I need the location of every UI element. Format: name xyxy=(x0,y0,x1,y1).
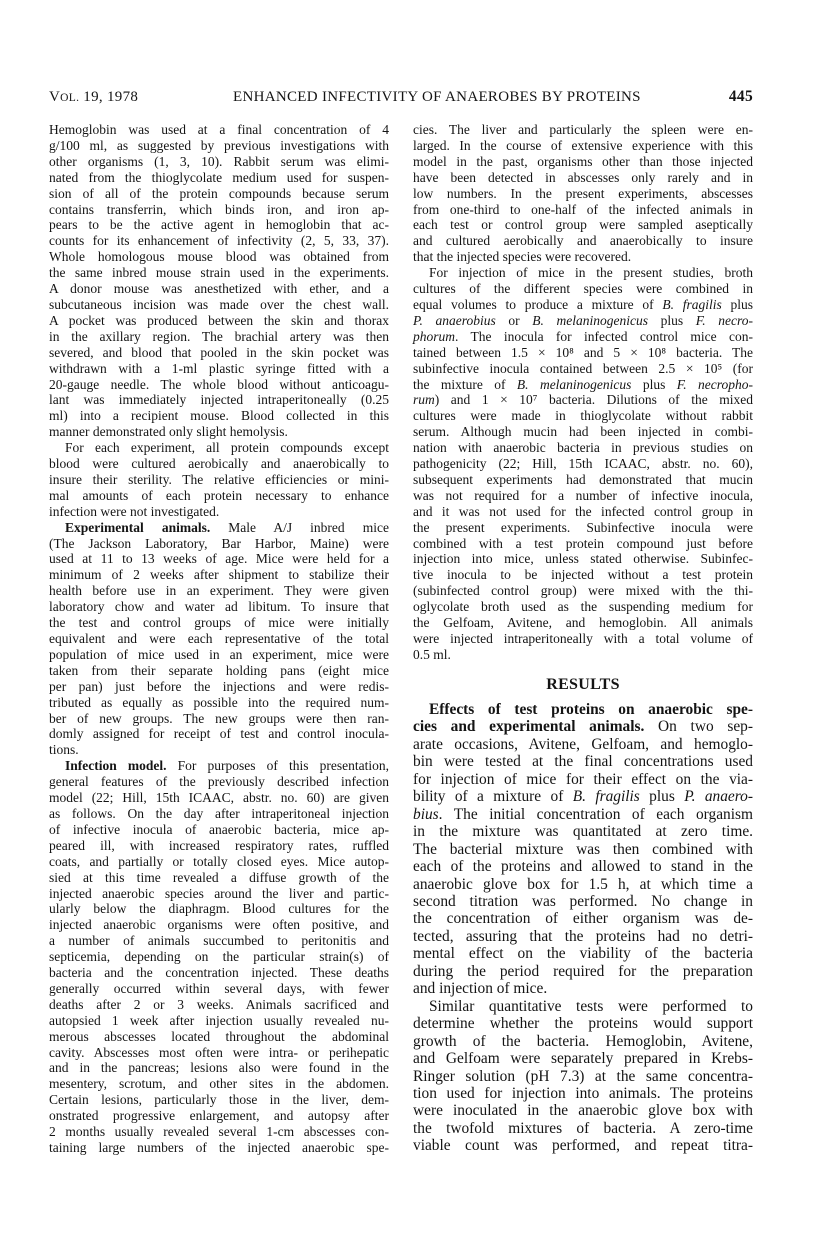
text-line: of infective inocula of anaerobic bacteria, mice ap- xyxy=(49,821,389,837)
italic-species-name: F. necro- xyxy=(695,312,753,328)
text-line: injected anaerobic species around the liver and partic- xyxy=(49,885,389,901)
text-line: The bacterial mixture was then combined with xyxy=(413,840,753,858)
text-line: the concentration of either organism was de- xyxy=(413,910,753,928)
text-line: cultures were made in thioglycolate without rabbit xyxy=(413,408,753,424)
italic-species-name: B. fragilis xyxy=(662,296,722,312)
paragraph xyxy=(413,998,753,1155)
text-line: For each experiment, all protein compounds except xyxy=(65,440,389,456)
text-line: were injected intraperitoneally with a total volume of xyxy=(413,631,753,646)
italic-species-name: bius xyxy=(413,805,439,823)
text-line: taken from their separate holding pans (eight mice xyxy=(49,662,389,678)
text-line: minimum of 2 weeks after shipment to stabilize their xyxy=(49,567,389,583)
text-run: ) and 1 × 10⁷ bacteria. Dilutions of the mixed xyxy=(434,392,753,408)
text-line: for injection of mice for their effect on the via- xyxy=(413,770,753,788)
text-line: taining large numbers of the injected anaerobic spe- xyxy=(49,1140,389,1155)
text-line: deaths after 2 or 3 weeks. Animals sacrificed and xyxy=(49,996,389,1012)
text-line: coats, and partially or totally closed eyes. Mice autop- xyxy=(49,853,389,869)
text-line xyxy=(413,313,753,329)
text-line: cavity. Abscesses most often were intra- or perihepatic xyxy=(49,1044,389,1060)
text-line: tive inocula to be injected without a test protein xyxy=(413,567,753,583)
bold-run-in-heading: cies and experimental animals. xyxy=(413,718,645,736)
text-line: insure their sterility. The relative efficiencies or mini- xyxy=(49,471,389,487)
text-line: infection were not investigated. xyxy=(49,503,220,519)
text-line: were inoculated in the anaerobic glove box with xyxy=(413,1102,753,1120)
text-line: generally occurred within several days, with fewer xyxy=(49,980,389,996)
paragraph xyxy=(49,440,389,520)
text-line xyxy=(413,392,753,408)
text-line: subinfective inocula contained between 2.5 × 10⁵ (for xyxy=(413,360,753,376)
text-line: contains transferrin, which binds iron, and iron ap- xyxy=(49,201,389,217)
text-line: and injection of mice. xyxy=(413,980,548,998)
text-line: autopsied 1 week after injection usually revealed nu- xyxy=(49,1012,389,1028)
italic-species-name: B. melaninogenicus xyxy=(516,376,632,392)
text-line: and in the pancreas; lesions also were found in the xyxy=(49,1060,389,1076)
text-line: the twofold mixtures of bacteria. A zero-time xyxy=(413,1119,753,1137)
text-line: A donor mouse was anesthetized with ether, and a xyxy=(49,281,389,297)
text-line: Whole homologous mouse blood was obtained from xyxy=(49,249,389,265)
text-line: pathogenicity (22; Hill, 15th ICAAC, abstr. no. 60), xyxy=(413,456,753,472)
volume-year: 19, 1978 xyxy=(79,89,139,105)
text-line: health before use in an experiment. They were given xyxy=(49,583,389,599)
text-line: sied at this time revealed a diffuse growth of the xyxy=(49,869,389,885)
text-line: oglycolate broth used as the suspending medium for xyxy=(413,599,753,615)
text-line: larged. In the course of extensive experience with this xyxy=(413,137,753,153)
text-line: growth of the bacteria. Hemoglobin, Avitene, xyxy=(413,1032,753,1050)
left-column xyxy=(49,122,389,1156)
text-line xyxy=(413,329,753,345)
text-line: and Gelfoam were separately prepared in Krebs- xyxy=(413,1050,753,1068)
text-line: 0.5 ml. xyxy=(413,646,451,662)
bold-run-in-heading: Experimental animals. xyxy=(65,519,211,535)
text-line xyxy=(49,758,389,774)
running-title: ENHANCED INFECTIVITY OF ANAEROBES BY PROTEINS xyxy=(233,89,641,105)
text-run: Male A/J inbred mice xyxy=(210,519,389,535)
text-line: from one-third to one-half of the infected animals in xyxy=(413,201,753,217)
paragraph xyxy=(413,122,753,265)
text-line: combined with a test protein compound just before xyxy=(413,535,753,551)
text-line: population of mice used in an experiment, mice were xyxy=(49,646,389,662)
paragraph xyxy=(413,701,753,998)
text-line: onstrated progressive enlargement, and autopsy after xyxy=(49,1108,389,1124)
text-line: during the period required for the preparation xyxy=(413,962,753,980)
text-run: plus xyxy=(721,296,753,312)
text-line: in the axillary region. The brachial artery was then xyxy=(49,328,389,344)
text-line: mental effect on the viability of the bacteria xyxy=(413,945,753,963)
text-run: plus xyxy=(648,312,696,328)
text-run: For purposes of this presentation, xyxy=(166,758,389,774)
text-line: pears to be the active agent in hemoglobin that ac- xyxy=(49,217,389,233)
text-line: arate occasions, Avitene, Gelfoam, and hemoglo- xyxy=(413,735,753,753)
text-line: the test and control groups of mice were initially xyxy=(49,615,389,631)
text-line: and cultured aerobically and anaerobically to insure xyxy=(413,233,753,249)
text-line: tained between 1.5 × 10⁸ and 5 × 10⁸ bacteria. The xyxy=(413,344,753,360)
text-line: the same inbred mouse strain used in the experiments. xyxy=(49,265,389,281)
italic-species-name: B. fragilis xyxy=(572,788,640,806)
bold-run-in-heading: Effects of test proteins on anaerobic spe- xyxy=(429,701,753,718)
text-line: per pan) just before the injections and were redis- xyxy=(49,678,389,694)
italic-species-name: P. anaero- xyxy=(684,788,753,806)
text-line: other organisms (1, 3, 10). Rabbit serum was elimi- xyxy=(49,153,389,169)
paragraph xyxy=(49,758,389,1156)
text-line: injected anaerobic organisms were often positive, and xyxy=(49,917,389,933)
text-line: used at 11 to 13 weeks of age. Mice were held for a xyxy=(49,551,389,567)
text-line: cultures of the different species were combined in xyxy=(413,281,753,297)
text-run: equal volumes to produce a mixture of xyxy=(413,296,663,312)
text-line: each test or control group were sampled aseptically xyxy=(413,217,753,233)
text-line: tributed as equally as possible into the required num- xyxy=(49,694,389,710)
text-line: the Gelfoam, Avitene, and hemoglobin. All animals xyxy=(413,615,753,631)
text-line: Hemoglobin was used at a final concentration of 4 xyxy=(49,122,389,137)
text-line: peared ill, with increased respiratory rates, ruffled xyxy=(49,837,389,853)
text-line: (The Jackson Laboratory, Bar Harbor, Maine) were xyxy=(49,535,389,551)
text-line xyxy=(413,718,753,735)
text-line: bacteria and the concentration injected. These deaths xyxy=(49,965,389,981)
text-line: a number of animals succumbed to peritonitis and xyxy=(49,933,389,949)
text-line: determine whether the proteins would support xyxy=(413,1015,753,1033)
text-line: withdrawn with a 1-ml plastic syringe fitted with a xyxy=(49,360,389,376)
text-line: model in the past, organisms other than those injected xyxy=(413,153,753,169)
text-line: nation with anaerobic bacteria in previous studies on xyxy=(413,440,753,456)
text-line: For injection of mice in the present studies, broth xyxy=(429,265,753,281)
text-line: cies. The liver and particularly the spleen were en- xyxy=(413,122,753,137)
text-line: injection into mice, unless stated otherwise. Subinfec- xyxy=(413,551,753,567)
text-line: nated from the thioglycolate medium used for suspen- xyxy=(49,169,389,185)
text-run: bility of a mixture of xyxy=(413,788,573,806)
italic-species-name: F. necropho- xyxy=(676,376,753,392)
text-line: blood were cultured aerobically and anaerobically to xyxy=(49,456,389,472)
text-run: or xyxy=(495,312,533,328)
text-line: subsequent experiments had demonstrated that mucin xyxy=(413,471,753,487)
text-line: sion of all of the protein compounds because serum xyxy=(49,185,389,201)
text-line: Ringer solution (pH 7.3) at the same concentra- xyxy=(413,1067,753,1085)
bold-run-in-heading: Infection model. xyxy=(65,758,167,774)
page-number: 445 xyxy=(728,88,753,105)
right-column xyxy=(413,122,753,663)
text-line: A pocket was produced between the skin and thorax xyxy=(49,312,389,328)
text-line: Similar quantitative tests were performed to xyxy=(429,997,753,1015)
volume-smallcaps: OL. xyxy=(60,92,80,104)
text-line: Certain lesions, particularly those in the liver, dem- xyxy=(49,1092,389,1108)
text-line: manner demonstrated only slight hemolysis. xyxy=(49,424,288,440)
text-run: . The initial concentration of each organism xyxy=(438,805,753,823)
text-line xyxy=(49,520,389,536)
text-line: septicemia, depending on the particular strain(s) of xyxy=(49,949,389,965)
text-line: merous abscesses located throughout the abdominal xyxy=(49,1028,389,1044)
text-line xyxy=(413,806,753,823)
text-line: subcutaneous incision was made over the chest wall. xyxy=(49,296,389,312)
text-line: counts for its enhancement of infectivity (2, 5, 33, 37). xyxy=(49,233,389,249)
text-line: severed, and blood that pooled in the skin pocket was xyxy=(49,344,389,360)
text-line: the present experiments. Subinfective inocula were xyxy=(413,519,753,535)
volume-prefix: V xyxy=(49,89,61,105)
text-line: tected, assuring that the proteins had no detri- xyxy=(413,927,753,945)
text-line: have been detected in abscesses only rarely and in xyxy=(413,169,753,185)
text-line: viable count was performed, and repeat titra- xyxy=(413,1137,753,1155)
text-run: plus xyxy=(639,788,685,806)
text-line: second titration was performed. No change in xyxy=(413,892,753,910)
text-line: laboratory chow and water ad libitum. To insure that xyxy=(49,599,389,615)
text-line: g/100 ml, as suggested by previous investigations with xyxy=(49,137,389,153)
text-line: equivalent and were each representative of the total xyxy=(49,631,389,646)
section-heading-results: RESULTS xyxy=(546,676,620,693)
text-line: and it was not used for the infected control group in xyxy=(413,503,753,519)
text-line: ber of new groups. The new groups were then ran- xyxy=(49,710,389,726)
text-line: ml) into a recipient mouse. Blood collected in this xyxy=(49,408,389,424)
text-line xyxy=(413,701,753,718)
text-run: the mixture of xyxy=(413,376,517,392)
paragraph xyxy=(49,520,389,759)
text-line: low numbers. In the present experiments, abscesses xyxy=(413,185,753,201)
text-line: model (22; Hill, 15th ICAAC, abstr. no. 60) are given xyxy=(49,790,389,806)
text-line: mesentery, scrotum, and other sites in the abdomen. xyxy=(49,1076,389,1092)
text-line: 20-gauge needle. The whole blood without anticoagu- xyxy=(49,376,389,392)
text-line: each of the proteins and allowed to stand in the xyxy=(413,858,753,876)
text-line: in the mixture was quantitated at zero time. xyxy=(413,823,753,841)
text-line: mal amounts of each protein necessary to enhance xyxy=(49,487,389,503)
text-line: bin were tested at the final concentrations used xyxy=(413,753,753,771)
text-line: that the injected species were recovered. xyxy=(413,249,632,265)
paragraph xyxy=(49,122,389,440)
italic-species-name: P. anaerobius xyxy=(413,312,496,328)
italic-species-name: B. melaninogenicus xyxy=(532,312,648,328)
results-section-body xyxy=(413,701,753,1155)
text-line: as follows. On the day after intraperitoneal injection xyxy=(49,805,389,821)
text-line: (subinfected control group) were mixed with the thi- xyxy=(413,583,753,599)
text-line xyxy=(413,788,753,805)
text-line xyxy=(413,297,753,313)
text-line: tions. xyxy=(49,742,79,758)
text-line: ularly below the diaphragm. Blood cultures for the xyxy=(49,901,389,917)
text-line xyxy=(413,377,753,393)
text-line: serum. Although mucin had been injected in combi- xyxy=(413,424,753,440)
italic-species-name: phorum xyxy=(413,328,456,344)
text-line: general features of the previously described infection xyxy=(49,774,389,790)
text-run: . The inocula for infected control mice con- xyxy=(455,328,753,344)
text-line: tion used for injection into animals. The proteins xyxy=(413,1084,753,1102)
text-line: 2 months usually revealed several 1-cm abscesses con- xyxy=(49,1124,389,1140)
text-run: On two sep- xyxy=(644,718,753,736)
text-line: lant was immediately injected intraperitoneally (0.25 xyxy=(49,392,389,408)
running-header-volume xyxy=(49,88,138,107)
text-line: domly assigned for receipt of test and control inocula- xyxy=(49,726,389,742)
text-line: was not required for a number of infective inocula, xyxy=(413,487,753,503)
text-run: plus xyxy=(631,376,677,392)
text-line: anaerobic glove box for 1.5 h, at which time a xyxy=(413,875,753,893)
paragraph xyxy=(413,265,753,663)
italic-species-name: rum xyxy=(413,392,435,408)
